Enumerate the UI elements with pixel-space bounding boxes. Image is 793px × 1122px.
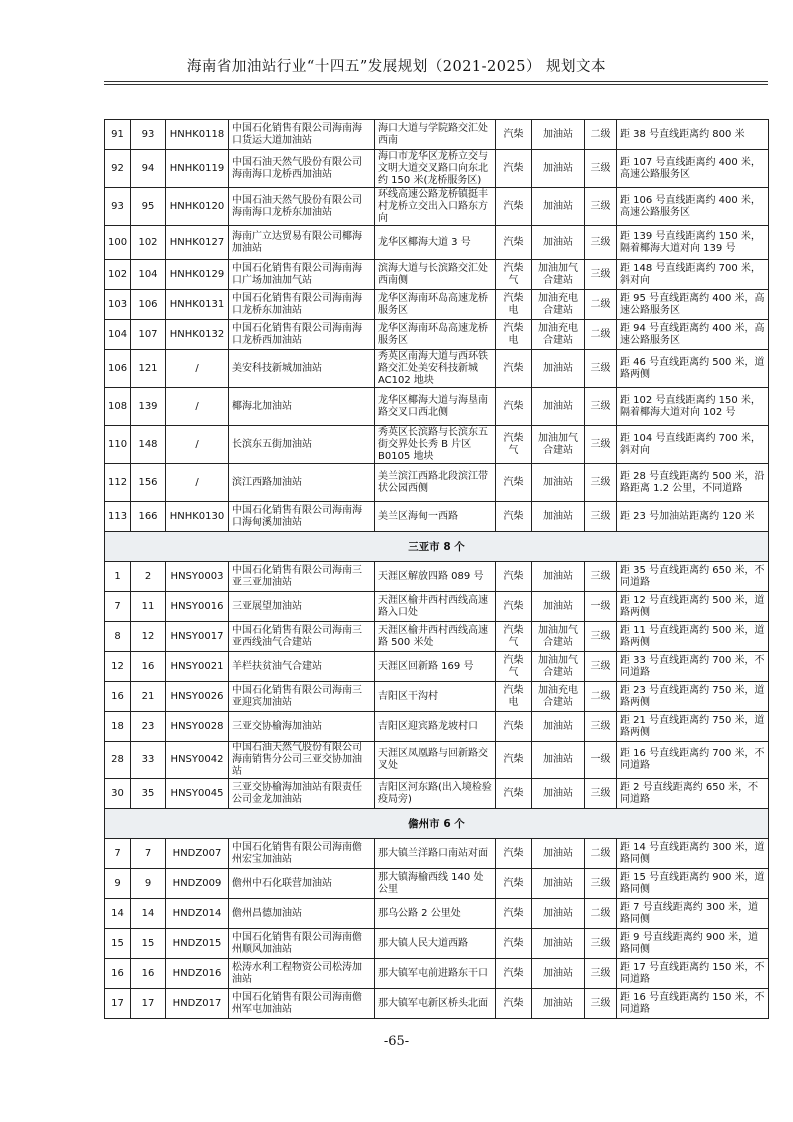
cell-seq-no: 102 (105, 260, 131, 290)
cell-station-code: HNDZ016 (166, 959, 229, 989)
cell-station-name: 中国石化销售有限公司海南三亚迎宾加油站 (229, 682, 375, 712)
cell-grade: 一级 (585, 742, 617, 779)
cell-station-name: 中国石化销售有限公司海南儋州顺风加油站 (229, 929, 375, 959)
cell-remarks: 距 28 号直线距离约 500 米，沿路距离 1.2 公里，不同道路 (617, 464, 769, 502)
cell-location: 那大镇海榆西线 140 处公里 (375, 869, 496, 899)
cell-station-type: 加油站 (532, 989, 585, 1019)
cell-orig-no: 121 (131, 350, 166, 388)
cell-grade: 三级 (585, 188, 617, 226)
cell-remarks: 距 139 号直线距离约 150 米，隔着椰海大道对向 139 号 (617, 226, 769, 260)
cell-station-type: 加油站 (532, 464, 585, 502)
cell-seq-no: 15 (105, 929, 131, 959)
cell-station-name: 三亚交协榆海加油站 (229, 712, 375, 742)
table-row (105, 869, 769, 899)
cell-remarks: 距 38 号直线距离约 800 米 (617, 120, 769, 150)
cell-station-code: HNHK0132 (166, 320, 229, 350)
gas-station-table (104, 119, 769, 1019)
cell-location: 那大镇人民大道西路 (375, 929, 496, 959)
page-number: -65- (383, 1034, 410, 1049)
cell-location: 滨海大道与长滨路交汇处西南侧 (375, 260, 496, 290)
cell-grade: 三级 (585, 712, 617, 742)
cell-fuel-type: 汽柴 (496, 388, 532, 426)
cell-remarks: 距 9 号直线距离约 900 米，道路同侧 (617, 929, 769, 959)
cell-location: 龙华区椰海大道与海垦南路交叉口西北侧 (375, 388, 496, 426)
cell-fuel-type: 汽柴电 (496, 682, 532, 712)
cell-remarks: 距 94 号直线距离约 400 米，高速公路服务区 (617, 320, 769, 350)
cell-station-code: HNDZ017 (166, 989, 229, 1019)
cell-fuel-type: 汽柴电 (496, 290, 532, 320)
cell-station-code: / (166, 426, 229, 464)
cell-station-name: 羊栏扶贫油气合建站 (229, 652, 375, 682)
cell-fuel-type: 汽柴 (496, 350, 532, 388)
cell-orig-no: 21 (131, 682, 166, 712)
cell-seq-no: 8 (105, 622, 131, 652)
cell-station-type: 加油站 (532, 899, 585, 929)
cell-station-name: 三亚交协榆海加油站有限责任公司金龙加油站 (229, 779, 375, 809)
cell-station-type: 加油站 (532, 150, 585, 188)
table-row (105, 320, 769, 350)
cell-station-code: HNSY0045 (166, 779, 229, 809)
cell-grade: 二级 (585, 682, 617, 712)
cell-fuel-type: 汽柴 (496, 562, 532, 592)
cell-location: 龙华区椰海大道 3 号 (375, 226, 496, 260)
table-row (105, 742, 769, 779)
cell-seq-no: 14 (105, 899, 131, 929)
cell-location: 吉阳区河东路(出入境检验疫局旁) (375, 779, 496, 809)
cell-orig-no: 93 (131, 120, 166, 150)
cell-station-name: 中国石化销售有限公司海南海口海甸溪加油站 (229, 502, 375, 532)
cell-location: 美兰区海甸一西路 (375, 502, 496, 532)
cell-remarks: 距 14 号直线距离约 300 米，道路同侧 (617, 839, 769, 869)
cell-seq-no: 18 (105, 712, 131, 742)
cell-fuel-type: 汽柴 (496, 592, 532, 622)
cell-station-type: 加油站 (532, 742, 585, 779)
cell-location: 天涯区解放四路 089 号 (375, 562, 496, 592)
cell-station-type: 加油站 (532, 592, 585, 622)
cell-remarks: 距 11 号直线距离约 500 米，道路两侧 (617, 622, 769, 652)
cell-grade: 二级 (585, 290, 617, 320)
cell-grade: 三级 (585, 464, 617, 502)
cell-station-code: HNDZ014 (166, 899, 229, 929)
cell-station-name: 中国石油天然气股份有限公司海南销售分公司三亚交协加油站 (229, 742, 375, 779)
cell-grade: 三级 (585, 226, 617, 260)
cell-fuel-type: 汽柴 (496, 989, 532, 1019)
cell-seq-no: 17 (105, 989, 131, 1019)
cell-seq-no: 7 (105, 839, 131, 869)
cell-remarks: 距 102 号直线距离约 150 米，隔着椰海大道对向 102 号 (617, 388, 769, 426)
table-row (105, 989, 769, 1019)
cell-orig-no: 11 (131, 592, 166, 622)
table-row (105, 959, 769, 989)
cell-station-type: 加油站 (532, 120, 585, 150)
cell-station-code: HNSY0042 (166, 742, 229, 779)
cell-remarks: 距 46 号直线距离约 500 米，道路两侧 (617, 350, 769, 388)
cell-seq-no: 103 (105, 290, 131, 320)
cell-station-type: 加油充电合建站 (532, 290, 585, 320)
cell-fuel-type: 汽柴 (496, 869, 532, 899)
cell-grade: 三级 (585, 562, 617, 592)
cell-seq-no: 12 (105, 652, 131, 682)
cell-grade: 三级 (585, 350, 617, 388)
cell-location: 吉阳区干沟村 (375, 682, 496, 712)
cell-station-name: 长滨东五街加油站 (229, 426, 375, 464)
cell-location: 海口市龙华区龙桥立交与文明大道交叉路口向东北约 150 米(龙桥服务区) (375, 150, 496, 188)
cell-station-code: HNSY0028 (166, 712, 229, 742)
cell-remarks: 距 16 号直线距离约 150 米，不同道路 (617, 989, 769, 1019)
cell-seq-no: 16 (105, 959, 131, 989)
cell-remarks: 距 2 号直线距离约 650 米，不同道路 (617, 779, 769, 809)
cell-station-name: 中国石化销售有限公司海南儋州军屯加油站 (229, 989, 375, 1019)
cell-fuel-type: 汽柴 (496, 150, 532, 188)
table-row (105, 592, 769, 622)
cell-grade: 三级 (585, 502, 617, 532)
table-row (105, 899, 769, 929)
cell-grade: 二级 (585, 839, 617, 869)
cell-grade: 三级 (585, 959, 617, 989)
cell-grade: 三级 (585, 622, 617, 652)
cell-location: 那乌公路 2 公里处 (375, 899, 496, 929)
cell-station-type: 加油站 (532, 388, 585, 426)
cell-seq-no: 16 (105, 682, 131, 712)
table-row (105, 562, 769, 592)
cell-seq-no: 100 (105, 226, 131, 260)
cell-fuel-type: 汽柴气 (496, 426, 532, 464)
cell-seq-no: 92 (105, 150, 131, 188)
cell-seq-no: 7 (105, 592, 131, 622)
cell-remarks: 距 16 号直线距离约 700 米，不同道路 (617, 742, 769, 779)
cell-station-code: HNSY0003 (166, 562, 229, 592)
cell-station-type: 加油站 (532, 188, 585, 226)
cell-grade: 三级 (585, 150, 617, 188)
cell-station-name: 儋州昌德加油站 (229, 899, 375, 929)
cell-location: 吉阳区迎宾路龙坡村口 (375, 712, 496, 742)
cell-station-code: HNHK0120 (166, 188, 229, 226)
cell-orig-no: 9 (131, 869, 166, 899)
cell-grade: 一级 (585, 592, 617, 622)
table-row (105, 652, 769, 682)
cell-location: 那大镇军屯新区桥头北面 (375, 989, 496, 1019)
cell-station-code: HNDZ007 (166, 839, 229, 869)
cell-orig-no: 35 (131, 779, 166, 809)
cell-location: 天涯区凤凰路与回新路交叉处 (375, 742, 496, 779)
cell-fuel-type: 汽柴 (496, 120, 532, 150)
cell-orig-no: 139 (131, 388, 166, 426)
cell-station-type: 加油站 (532, 562, 585, 592)
cell-station-type: 加油加气合建站 (532, 622, 585, 652)
cell-location: 环线高速公路龙桥镇挺丰村龙桥立交出入口路东方向 (375, 188, 496, 226)
table-row (105, 388, 769, 426)
table-row (105, 779, 769, 809)
cell-seq-no: 30 (105, 779, 131, 809)
cell-fuel-type: 汽柴 (496, 464, 532, 502)
cell-station-name: 滨江西路加油站 (229, 464, 375, 502)
cell-station-name: 中国石油天然气股份有限公司海南海口龙桥东加油站 (229, 188, 375, 226)
cell-seq-no: 104 (105, 320, 131, 350)
cell-station-type: 加油加气合建站 (532, 652, 585, 682)
cell-seq-no: 106 (105, 350, 131, 388)
cell-orig-no: 33 (131, 742, 166, 779)
cell-station-code: HNHK0131 (166, 290, 229, 320)
table-row (105, 839, 769, 869)
cell-station-type: 加油站 (532, 959, 585, 989)
cell-station-code: HNHK0127 (166, 226, 229, 260)
section-header-row (105, 532, 769, 562)
cell-station-name: 中国石油天然气股份有限公司海南海口龙桥西加油站 (229, 150, 375, 188)
cell-grade: 三级 (585, 652, 617, 682)
cell-station-type: 加油充电合建站 (532, 682, 585, 712)
cell-station-name: 美安科技新城加油站 (229, 350, 375, 388)
cell-station-code: HNDZ009 (166, 869, 229, 899)
cell-fuel-type: 汽柴 (496, 742, 532, 779)
cell-station-code: HNSY0016 (166, 592, 229, 622)
cell-location: 天涯区回新路 169 号 (375, 652, 496, 682)
cell-fuel-type: 汽柴 (496, 188, 532, 226)
cell-grade: 二级 (585, 899, 617, 929)
table-row (105, 188, 769, 226)
cell-station-code: HNSY0021 (166, 652, 229, 682)
cell-station-name: 椰海北加油站 (229, 388, 375, 426)
header-rule-thin (104, 84, 768, 85)
cell-seq-no: 110 (105, 426, 131, 464)
cell-remarks: 距 21 号直线距离约 750 米，道路两侧 (617, 712, 769, 742)
cell-grade: 三级 (585, 929, 617, 959)
cell-location: 那大镇兰洋路口南站对面 (375, 839, 496, 869)
cell-location: 龙华区海南环岛高速龙桥服务区 (375, 290, 496, 320)
cell-seq-no: 112 (105, 464, 131, 502)
cell-remarks: 距 148 号直线距离约 700 米，斜对向 (617, 260, 769, 290)
cell-station-name: 儋州中石化联营加油站 (229, 869, 375, 899)
cell-location: 天涯区榆井西村西线高速路入口处 (375, 592, 496, 622)
cell-fuel-type: 汽柴气 (496, 622, 532, 652)
table-row (105, 622, 769, 652)
cell-station-name: 中国石化销售有限公司海南海口广场加油加气站 (229, 260, 375, 290)
cell-station-type: 加油站 (532, 712, 585, 742)
header-rule (104, 81, 768, 82)
cell-location: 海口大道与学院路交汇处西南 (375, 120, 496, 150)
cell-grade: 三级 (585, 426, 617, 464)
cell-seq-no: 9 (105, 869, 131, 899)
cell-remarks: 距 23 号直线距离约 750 米，道路两侧 (617, 682, 769, 712)
table-row (105, 502, 769, 532)
cell-fuel-type: 汽柴 (496, 959, 532, 989)
cell-location: 天涯区榆井西村西线高速路 500 米处 (375, 622, 496, 652)
cell-station-type: 加油充电合建站 (532, 320, 585, 350)
cell-remarks: 距 12 号直线距离约 500 米，道路两侧 (617, 592, 769, 622)
cell-orig-no: 94 (131, 150, 166, 188)
cell-station-code: HNHK0119 (166, 150, 229, 188)
cell-fuel-type: 汽柴电 (496, 320, 532, 350)
cell-location: 那大镇军屯前进路东干口 (375, 959, 496, 989)
cell-fuel-type: 汽柴 (496, 839, 532, 869)
cell-seq-no: 1 (105, 562, 131, 592)
cell-station-type: 加油加气合建站 (532, 260, 585, 290)
cell-remarks: 距 33 号直线距离约 700 米，不同道路 (617, 652, 769, 682)
cell-station-type: 加油站 (532, 779, 585, 809)
page-header-title: 海南省加油站行业“十四五”发展规划（2021-2025） 规划文本 (186, 59, 607, 75)
cell-fuel-type: 汽柴 (496, 712, 532, 742)
cell-station-type: 加油站 (532, 350, 585, 388)
cell-station-code: / (166, 464, 229, 502)
cell-station-name: 松涛水利工程物资公司松涛加油站 (229, 959, 375, 989)
table-row (105, 260, 769, 290)
cell-grade: 三级 (585, 260, 617, 290)
cell-orig-no: 2 (131, 562, 166, 592)
cell-orig-no: 7 (131, 839, 166, 869)
cell-station-type: 加油站 (532, 929, 585, 959)
cell-orig-no: 23 (131, 712, 166, 742)
cell-station-type: 加油站 (532, 869, 585, 899)
cell-fuel-type: 汽柴 (496, 779, 532, 809)
cell-station-name: 三亚展望加油站 (229, 592, 375, 622)
cell-seq-no: 91 (105, 120, 131, 150)
cell-orig-no: 107 (131, 320, 166, 350)
cell-remarks: 距 23 号加油站距离约 120 米 (617, 502, 769, 532)
cell-grade: 三级 (585, 388, 617, 426)
cell-grade: 三级 (585, 869, 617, 899)
cell-orig-no: 12 (131, 622, 166, 652)
cell-fuel-type: 汽柴 (496, 899, 532, 929)
cell-grade: 二级 (585, 320, 617, 350)
cell-orig-no: 104 (131, 260, 166, 290)
cell-station-name: 中国石化销售有限公司海南海口龙桥东加油站 (229, 290, 375, 320)
cell-station-name: 中国石化销售有限公司海南三亚西线油气合建站 (229, 622, 375, 652)
table-row (105, 290, 769, 320)
cell-orig-no: 148 (131, 426, 166, 464)
cell-station-code: HNSY0017 (166, 622, 229, 652)
cell-station-name: 中国石化销售有限公司海南儋州宏宝加油站 (229, 839, 375, 869)
cell-station-code: / (166, 388, 229, 426)
cell-orig-no: 14 (131, 899, 166, 929)
cell-remarks: 距 35 号直线距离约 650 米，不同道路 (617, 562, 769, 592)
cell-fuel-type: 汽柴气 (496, 260, 532, 290)
table-row (105, 226, 769, 260)
cell-remarks: 距 104 号直线距离约 700 米，斜对向 (617, 426, 769, 464)
cell-station-name: 中国石化销售有限公司海南海口货运大道加油站 (229, 120, 375, 150)
cell-station-name: 中国石化销售有限公司海南海口龙桥西加油站 (229, 320, 375, 350)
cell-station-type: 加油加气合建站 (532, 426, 585, 464)
cell-station-code: HNSY0026 (166, 682, 229, 712)
cell-seq-no: 93 (105, 188, 131, 226)
cell-orig-no: 16 (131, 652, 166, 682)
cell-orig-no: 95 (131, 188, 166, 226)
cell-station-code: HNHK0130 (166, 502, 229, 532)
cell-station-name: 海南广立达贸易有限公司椰海加油站 (229, 226, 375, 260)
cell-seq-no: 113 (105, 502, 131, 532)
section-title: 儋州市 6 个 (105, 809, 769, 839)
cell-remarks: 距 17 号直线距离约 150 米，不同道路 (617, 959, 769, 989)
cell-fuel-type: 汽柴 (496, 929, 532, 959)
cell-fuel-type: 汽柴 (496, 226, 532, 260)
cell-fuel-type: 汽柴 (496, 502, 532, 532)
cell-station-type: 加油站 (532, 839, 585, 869)
cell-location: 龙华区海南环岛高速龙桥服务区 (375, 320, 496, 350)
cell-location: 秀英区南海大道与西环铁路交汇处美安科技新城 AC102 地块 (375, 350, 496, 388)
cell-station-code: HNHK0118 (166, 120, 229, 150)
cell-seq-no: 108 (105, 388, 131, 426)
cell-remarks: 距 7 号直线距离约 300 米，道路同侧 (617, 899, 769, 929)
cell-grade: 三级 (585, 989, 617, 1019)
table-row (105, 929, 769, 959)
table-row (105, 120, 769, 150)
cell-station-type: 加油站 (532, 226, 585, 260)
section-title: 三亚市 8 个 (105, 532, 769, 562)
cell-orig-no: 16 (131, 959, 166, 989)
cell-grade: 三级 (585, 779, 617, 809)
cell-location: 秀英区长滨路与长滨东五街交界处长秀 B 片区 B0105 地块 (375, 426, 496, 464)
cell-grade: 二级 (585, 120, 617, 150)
table-row (105, 426, 769, 464)
cell-fuel-type: 汽柴气 (496, 652, 532, 682)
cell-orig-no: 156 (131, 464, 166, 502)
section-header-row (105, 809, 769, 839)
cell-remarks: 距 106 号直线距离约 400 米，高速公路服务区 (617, 188, 769, 226)
cell-station-name: 中国石化销售有限公司海南三亚三亚加油站 (229, 562, 375, 592)
cell-station-code: HNDZ015 (166, 929, 229, 959)
cell-remarks: 距 15 号直线距离约 900 米，道路同侧 (617, 869, 769, 899)
cell-location: 美兰滨江西路北段滨江带状公园西侧 (375, 464, 496, 502)
table-row (105, 712, 769, 742)
table-row (105, 464, 769, 502)
cell-orig-no: 17 (131, 989, 166, 1019)
table-body (105, 120, 769, 1019)
table-row (105, 682, 769, 712)
cell-orig-no: 15 (131, 929, 166, 959)
cell-seq-no: 28 (105, 742, 131, 779)
cell-remarks: 距 107 号直线距离约 400 米，高速公路服务区 (617, 150, 769, 188)
table-row (105, 150, 769, 188)
cell-orig-no: 102 (131, 226, 166, 260)
cell-orig-no: 166 (131, 502, 166, 532)
cell-station-code: HNHK0129 (166, 260, 229, 290)
cell-remarks: 距 95 号直线距离约 400 米，高速公路服务区 (617, 290, 769, 320)
cell-station-code: / (166, 350, 229, 388)
cell-orig-no: 106 (131, 290, 166, 320)
cell-station-type: 加油站 (532, 502, 585, 532)
table-row (105, 350, 769, 388)
